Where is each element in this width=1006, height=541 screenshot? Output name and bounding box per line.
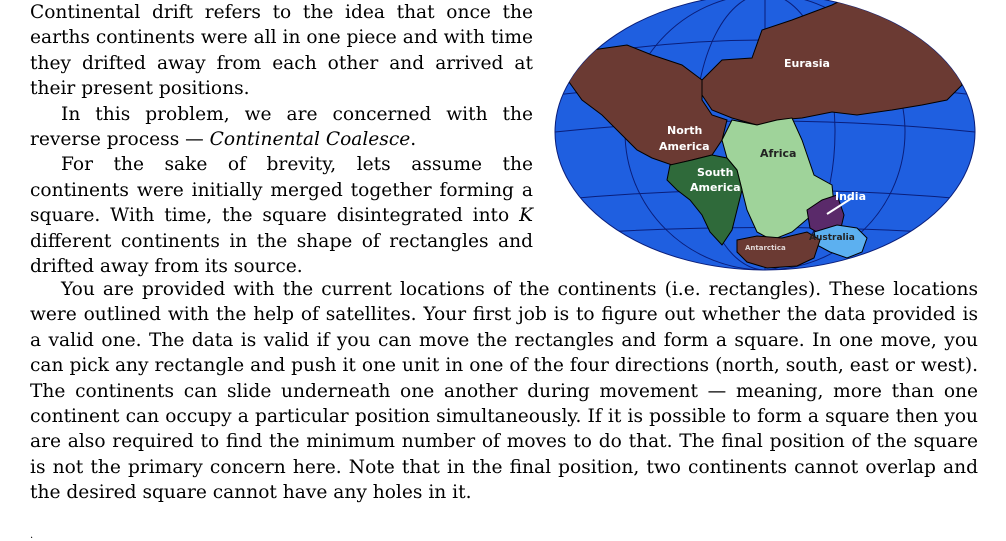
square-assumption-end: different continents in the shape of rectangles and drifted away from its source. (30, 230, 533, 278)
stray-mark: . (30, 530, 34, 541)
australia-label: Australia (809, 233, 855, 243)
south-america-label-line1: South (697, 166, 734, 179)
south-america-label-line2: America (690, 181, 741, 194)
india-label: India (835, 190, 866, 203)
north-america-label-line2: America (659, 140, 710, 153)
paragraph-reverse-process (30, 102, 533, 153)
square-assumption-text: For the sake of brevity, lets assume the continents were initially merged together forming a square. With time, the square disintegrated into (30, 154, 533, 227)
reverse-process-end: . (410, 129, 417, 151)
reverse-process-text: In this problem, we are concerned with the reverse process — (30, 103, 533, 151)
pangaea-map (552, 0, 978, 272)
paragraph-problem-statement: You are provided with the current locations of the continents (i.e. rectangles). These locations were outlined with the help of satellites. Your first job is to figure out whether the data provided is a valid one. The data is valid if you can move the rectangles and form a square. In one move, you can pick any rectangle and push it one unit in one of the four directions (north, south, east or west). The continents can slide underneath one another during movement — meaning, more than one continent can occupy a particular position simultaneously. If it is possible to form a square then you are also required to find the minimum number of moves to do that. The final position of the square is not the primary concern here. Note that in the final position, two continents cannot overlap and the desired square cannot have any holes in it. (30, 279, 978, 504)
paragraph-continental-drift: Continental drift refers to the idea that once the earths continents were all in one piece and with time they drifted away from each other and arrived at their present positions. (30, 2, 533, 100)
paragraph-square-assumption (30, 152, 533, 279)
north-america-label-line1: North (667, 124, 703, 137)
problem-name: Continental Coalesce (209, 129, 411, 151)
pangaea-map-figure (552, 0, 978, 272)
antarctica-label: Antarctica (745, 244, 786, 252)
wrapped-text-column (30, 0, 533, 279)
variable-k: K (519, 205, 533, 227)
full-width-text (30, 277, 978, 506)
eurasia-label: Eurasia (784, 57, 830, 70)
africa-label: Africa (760, 147, 797, 160)
